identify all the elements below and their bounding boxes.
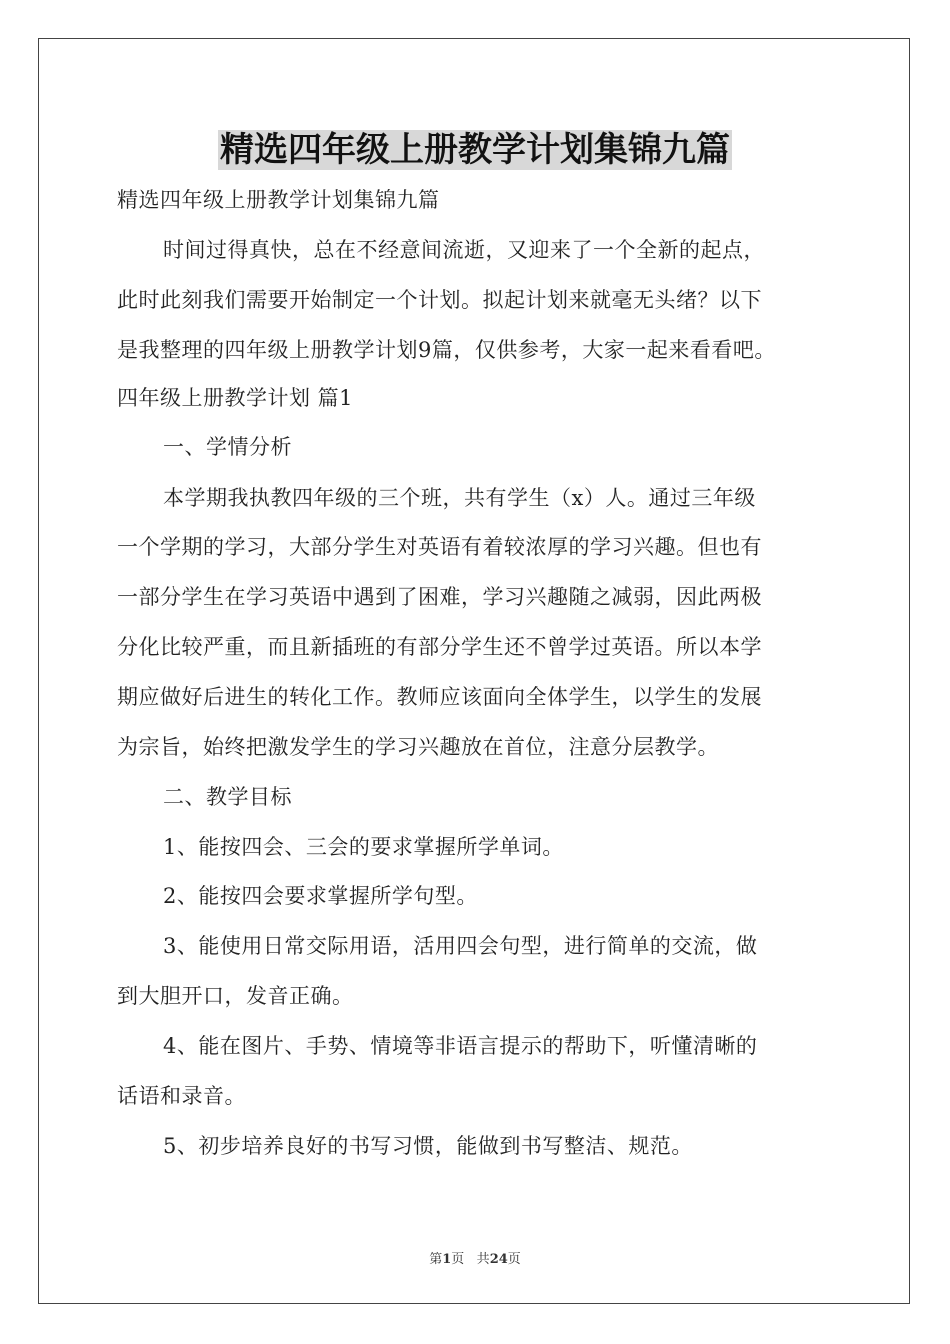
total-pages: 24 <box>489 1252 508 1267</box>
analysis-line: 一部分学生在学习英语中遇到了困难，学习兴趣随之减弱，因此两极 <box>117 585 762 609</box>
analysis-line: 本学期我执教四年级的三个班，共有学生（x）人。通过三年级 <box>163 486 756 510</box>
analysis-line: 一个学期的学习，大部分学生对英语有着较浓厚的学习兴趣。但也有 <box>117 535 762 559</box>
analysis-line: 为宗旨，始终把激发学生的学习兴趣放在首位，注意分层教学。 <box>117 735 719 759</box>
document-title-text: 精选四年级上册教学计划集锦九篇 <box>220 130 730 170</box>
intro-line: 是我整理的四年级上册教学计划9篇，仅供参考，大家一起来看看吧。 <box>117 338 776 362</box>
intro-line: 此时此刻我们需要开始制定一个计划。拟起计划来就毫无头绪？以下 <box>117 288 762 312</box>
intro-line: 时间过得真快，总在不经意间流逝，又迎来了一个全新的起点， <box>163 238 765 262</box>
goal-item: 话语和录音。 <box>117 1084 246 1108</box>
analysis-line: 期应做好后进生的转化工作。教师应该面向全体学生，以学生的发展 <box>117 685 762 709</box>
analysis-line: 分化比较严重，而且新插班的有部分学生还不曾学过英语。所以本学 <box>117 635 762 659</box>
heading-goals: 二、教学目标 <box>163 785 292 809</box>
goal-item: 到大胆开口，发音正确。 <box>117 984 354 1008</box>
page-suffix: 页 <box>451 1252 465 1267</box>
section-title: 四年级上册教学计划 篇1 <box>117 386 354 410</box>
goal-item: 4、能在图片、手势、情境等非语言提示的帮助下，听懂清晰的 <box>163 1034 758 1058</box>
page-border <box>38 38 910 1304</box>
document-subtitle: 精选四年级上册教学计划集锦九篇 <box>117 188 440 212</box>
page-footer <box>0 1248 950 1267</box>
page-prefix: 第 <box>429 1252 443 1267</box>
page-number: 1 <box>442 1252 452 1267</box>
goal-item: 5、初步培养良好的书写习惯，能做到书写整洁、规范。 <box>163 1134 693 1158</box>
goal-item: 3、能使用日常交际用语，活用四会句型，进行简单的交流，做 <box>163 934 758 958</box>
document-title <box>0 125 950 175</box>
total-suffix: 页 <box>507 1252 521 1267</box>
total-prefix: 共 <box>476 1252 490 1267</box>
heading-analysis: 一、学情分析 <box>163 435 292 459</box>
goal-item: 2、能按四会要求掌握所学句型。 <box>163 884 478 908</box>
goal-item: 1、能按四会、三会的要求掌握所学单词。 <box>163 835 564 859</box>
